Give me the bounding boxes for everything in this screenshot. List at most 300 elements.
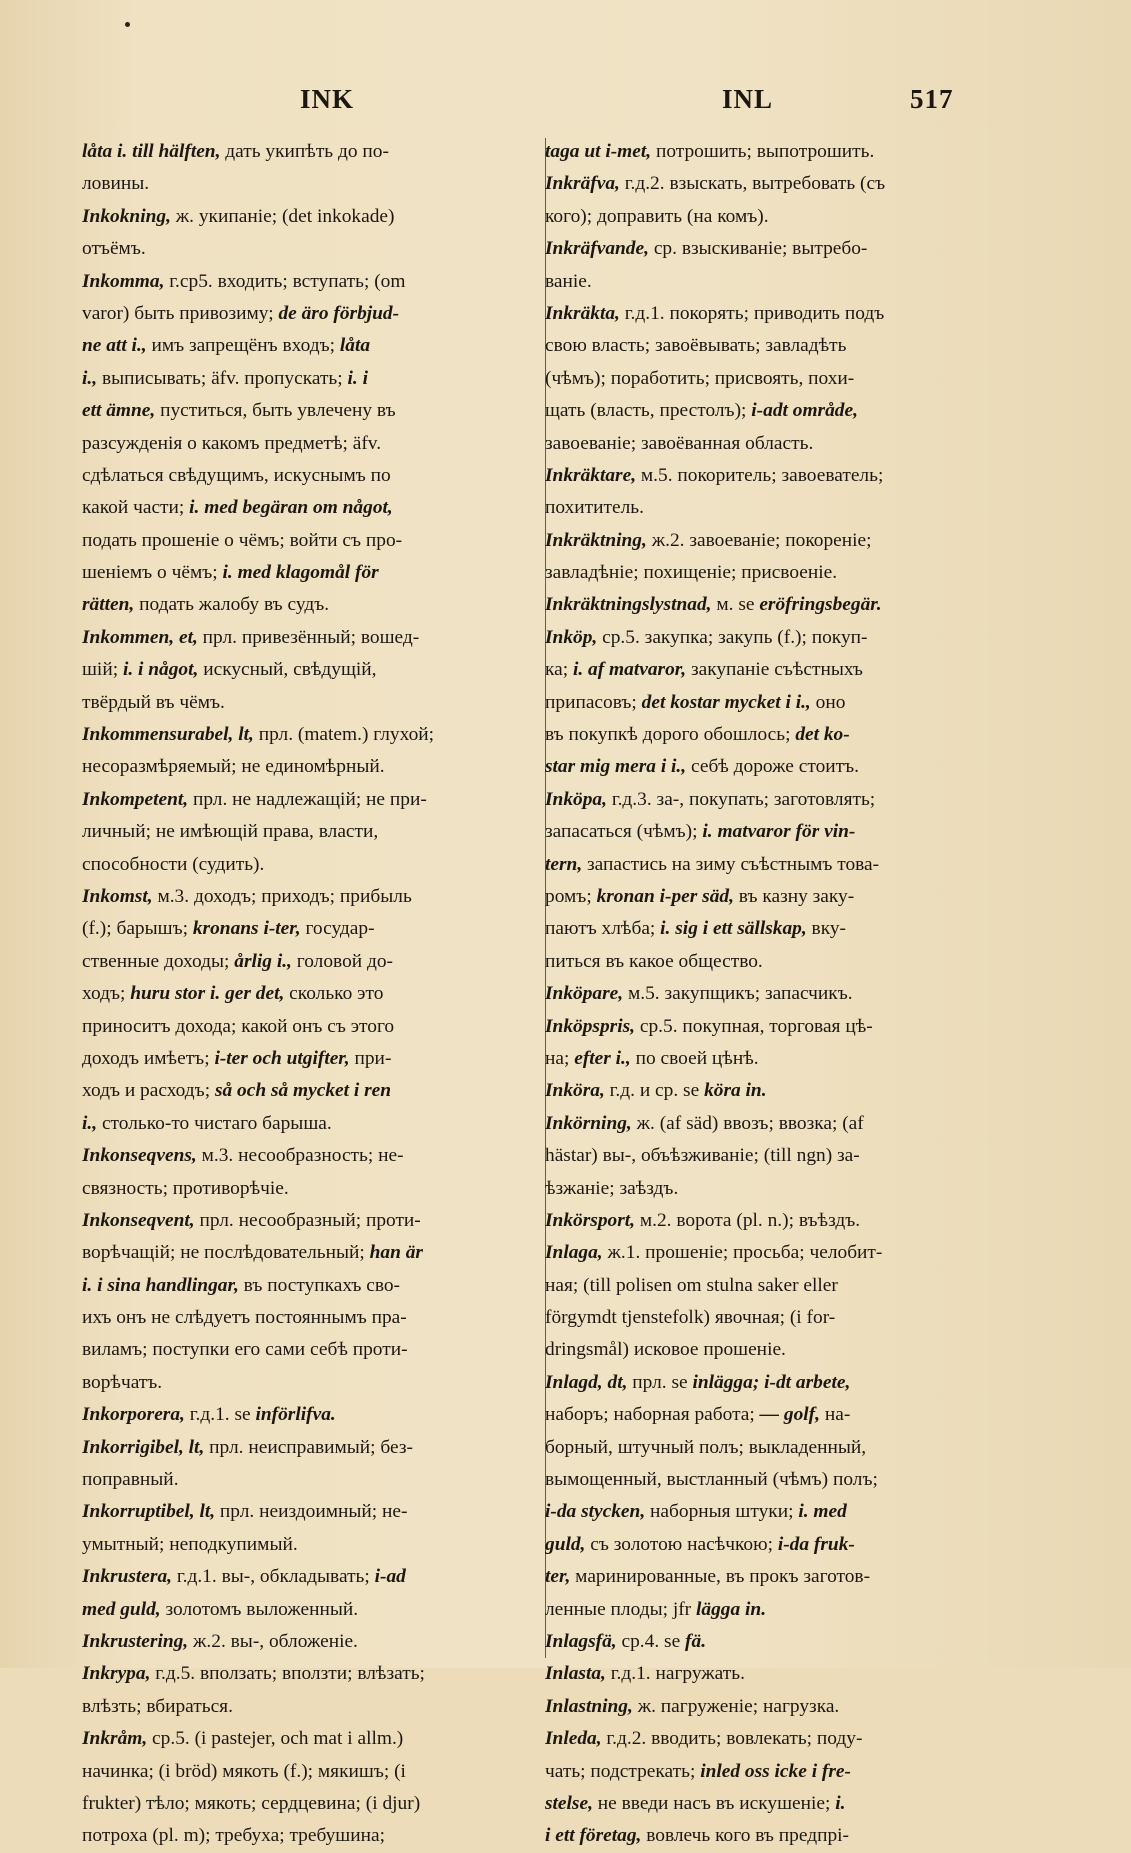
entry-line [545, 1140, 987, 1172]
entry-line [545, 719, 987, 751]
definition-text: влѣзть; вбираться. [82, 1695, 233, 1717]
definition-text: щать (власть, престолъ); [545, 400, 752, 422]
definition-text: прл. не надлежащій; не при- [188, 788, 427, 810]
entry-line [545, 1658, 987, 1690]
definition-text: вку- [806, 918, 847, 940]
definition-text: запасаться (чѣмъ); [545, 821, 703, 843]
entry-line [82, 816, 516, 848]
entry-line [545, 1788, 987, 1820]
definition-text: себѣ дороже стоитъ. [686, 756, 859, 778]
definition-text: подать прошеніе о чёмъ; войти съ про- [82, 529, 403, 551]
definition-text: выписывать; äfv. пропускать; [97, 367, 348, 389]
definition-text: кого); доправить (на комъ). [545, 205, 769, 227]
entry-line [82, 1075, 516, 1107]
definition-text: hästar) вы-, объѣзживаніе; (till ngn) за- [545, 1145, 860, 1167]
example-phrase: han är [369, 1242, 423, 1264]
example-phrase: inled oss icke i fre- [700, 1760, 851, 1782]
entry-line [82, 460, 516, 492]
entry-line [82, 881, 516, 913]
entry-line [545, 1302, 987, 1334]
definition-text: завладѣніе; похищеніе; присвоеніе. [545, 562, 838, 584]
entry-line [82, 395, 516, 427]
entry-line [82, 1529, 516, 1561]
definition-text: м.3. несообразность; не- [196, 1145, 404, 1167]
headword: Inkräktningslystnad, [545, 594, 712, 616]
entry-line [82, 1334, 516, 1366]
definition-text: ж.2. завоеваніе; покореніе; [646, 529, 872, 551]
example-phrase: i. med begäran om något, [189, 497, 393, 519]
headword: Inkonseqvent, [82, 1209, 195, 1231]
entry-line [545, 589, 987, 621]
definition-text: какой части; [82, 497, 190, 519]
headword: Inköp, [545, 626, 598, 648]
headword: Inkomst, [82, 885, 153, 907]
definition-text: несоразмѣряемый; не единомѣрный. [82, 756, 385, 778]
entry-line [82, 913, 516, 945]
definition-text: г.д. и ср. se [604, 1080, 705, 1102]
entry-line [545, 1691, 987, 1723]
entry-line [545, 460, 987, 492]
entry-line [82, 1496, 516, 1528]
definition-text: г.ср5. входить; вступать; (om [164, 270, 406, 292]
definition-text: дать укипѣть до по- [220, 141, 389, 162]
definition-text: ственные доходы; [82, 950, 235, 972]
definition-text: не введи насъ въ искушеніе; [592, 1792, 836, 1814]
entry-line [82, 136, 516, 168]
headword: Inlaga, [545, 1242, 603, 1264]
entry-line [82, 363, 516, 395]
definition-text: доходъ имѣетъ; [82, 1047, 215, 1069]
headword: Inkråm, [82, 1728, 148, 1750]
definition-text: ворѣчащій; не послѣдовательный; [82, 1242, 370, 1264]
entry-line [82, 1367, 516, 1399]
definition-text: завоеваніе; завоёванная область. [545, 432, 814, 454]
entry-line [82, 1658, 516, 1690]
definition-text: ихъ онъ не слѣдуетъ постояннымъ пра- [82, 1307, 407, 1329]
example-phrase: i-adt område, [751, 400, 858, 422]
entry-line [82, 1140, 516, 1172]
entry-line [545, 1561, 987, 1593]
entry-line [545, 1173, 987, 1205]
headword: Inkomma, [82, 270, 165, 292]
headword: Inkommensurabel, lt, [82, 724, 254, 746]
entry-line [82, 492, 516, 524]
example-phrase: i-ter och utgifter, [214, 1047, 350, 1069]
entry-line [82, 1043, 516, 1075]
entry-line [545, 946, 987, 978]
headword: Inkorruptibel, lt, [82, 1501, 216, 1523]
definition-text: varor) быть привозиму; [82, 302, 279, 324]
entry-line [82, 751, 516, 783]
example-phrase: låta [339, 335, 371, 357]
example-phrase: det ko- [795, 724, 850, 746]
definition-text: прл. несообразный; проти- [194, 1209, 421, 1231]
example-phrase: fä. [685, 1630, 707, 1652]
example-phrase: med guld, [82, 1598, 161, 1620]
definition-text: вымощенный, выстланный (чѣмъ) полъ; [545, 1469, 878, 1491]
example-phrase: i-ad [374, 1566, 406, 1588]
right-column [545, 136, 987, 1853]
definition-text: потрошить; выпотрошить. [651, 141, 875, 162]
entry-line [82, 589, 516, 621]
example-phrase: i. af matvaror, [572, 659, 687, 681]
entry-line [82, 1723, 516, 1755]
entry-line [545, 395, 987, 427]
headword: Inkräktning, [545, 529, 647, 551]
example-phrase: huru stor i. ger det, [130, 983, 285, 1005]
entry-line [545, 881, 987, 913]
entry-line [545, 1270, 987, 1302]
definition-text: ср.5. (i pastejer, och mat i allm.) [147, 1728, 404, 1750]
entry-line [82, 1237, 516, 1269]
definition-text: ромъ; [545, 885, 597, 907]
example-phrase: i. sig i ett sällskap, [660, 918, 807, 940]
entry-line [545, 330, 987, 362]
ink-speck [125, 22, 130, 27]
left-column [82, 136, 516, 1853]
definition-text: приноситъ дохода; какой онъ съ этого [82, 1015, 395, 1037]
definition-text: головой до- [291, 950, 394, 972]
definition-text: шій; [82, 659, 123, 681]
headword: Inkräktare, [545, 464, 637, 486]
definition-text: г.д.1. нагружать. [605, 1663, 745, 1685]
entry-line [545, 654, 987, 686]
entry-line [82, 1561, 516, 1593]
headword: Inkrustera, [82, 1566, 172, 1588]
headword: Inkörsport, [545, 1209, 635, 1231]
definition-text: разсужденія о какомъ предметѣ; äfv. [82, 432, 382, 454]
headword: Inköpare, [545, 983, 624, 1005]
definition-text: ѣзжаніе; заѣздъ. [545, 1177, 679, 1199]
headword: Inkräfvande, [545, 238, 649, 260]
definition-text: ходъ; [82, 983, 131, 1005]
definition-text: прл. (matem.) глухой; [253, 724, 435, 746]
definition-text: наборныя штуки; [645, 1501, 799, 1523]
headword: Inkräfva, [545, 173, 620, 195]
entry-line [545, 1367, 987, 1399]
example-phrase: guld, [545, 1533, 586, 1555]
example-phrase: i ett företag, [545, 1825, 642, 1847]
headword: Inlasta, [545, 1663, 606, 1685]
definition-text: столько-то чистаго барыша. [97, 1112, 332, 1134]
example-phrase: rätten, [82, 594, 135, 616]
definition-text: на; [545, 1047, 575, 1069]
entry-line [545, 1043, 987, 1075]
definition-text: подать жалобу въ судъ. [134, 594, 330, 616]
example-phrase: de äro förbjud- [278, 302, 400, 324]
entry-line [82, 687, 516, 719]
example-phrase: i-da fruk- [777, 1533, 855, 1555]
entry-line [82, 1691, 516, 1723]
running-head-left: INK [300, 84, 355, 114]
example-phrase: i. i något, [122, 659, 199, 681]
headword: Inlagsfä, [545, 1630, 617, 1652]
headword: Inköpa, [545, 788, 607, 810]
entry-line [545, 1723, 987, 1755]
entry-line [82, 1464, 516, 1496]
definition-text: борный, штучный полъ; выкладенный, [545, 1436, 867, 1458]
definition-text: съ золотою насѣчкою; [585, 1533, 778, 1555]
entry-line [82, 428, 516, 460]
entry-line [545, 168, 987, 200]
entry-line [545, 1399, 987, 1431]
definition-text: dringsmål) исковое прошеніе. [545, 1339, 786, 1361]
definition-text: ж. укипаніе; (det inkokade) [170, 205, 395, 227]
entry-line [82, 1788, 516, 1820]
definition-text: запастись на зиму съѣстнымъ това- [582, 853, 880, 875]
entry-line [82, 1432, 516, 1464]
definition-text: оно [810, 691, 846, 713]
entry-line [545, 266, 987, 298]
definition-text: ср. взыскиваніе; вытребо- [648, 238, 868, 260]
example-phrase: kronan i-per säd, [596, 885, 734, 907]
entry-line [82, 298, 516, 330]
definition-text: ж.1. прошеніе; просьба; челобит- [602, 1242, 883, 1264]
definition-text: м.5. закупщикъ; запасчикъ. [623, 983, 853, 1005]
example-phrase: ett ämne, [82, 400, 156, 422]
definition-text: ловины. [82, 173, 150, 195]
entry-line [545, 1529, 987, 1561]
definition-text: по своей цѣнѣ. [630, 1047, 759, 1069]
example-phrase: inlägga; i-dt arbete, [692, 1371, 851, 1393]
entry-line [82, 1270, 516, 1302]
headword: Inkrypa, [82, 1663, 151, 1685]
headword: Inkräkta, [545, 302, 620, 324]
definition-text: шеніемъ о чёмъ; [82, 562, 223, 584]
definition-text: ходъ и расходъ; [82, 1080, 215, 1102]
definition-text: прл. неисправимый; без- [204, 1436, 413, 1458]
definition-text: вовлечь кого въ предпрі- [641, 1825, 850, 1847]
headword: Inköpspris, [545, 1015, 635, 1037]
entry-line [82, 557, 516, 589]
entry-line [82, 719, 516, 751]
definition-text: прл. неиздоимный; не- [215, 1501, 408, 1523]
definition-text: виламъ; поступки его сами себѣ проти- [82, 1339, 408, 1361]
entry-line [82, 1594, 516, 1626]
definition-text: въ поступкахъ сво- [238, 1274, 401, 1296]
example-phrase: köra in. [704, 1080, 767, 1102]
definition-text: м.2. ворота (pl. n.); въѣздъ. [635, 1209, 861, 1231]
definition-text: ср.5. покупная, торговая цѣ- [635, 1015, 873, 1037]
definition-text: способности (судить). [82, 853, 265, 875]
definition-text: наборъ; наборная работа; [545, 1404, 760, 1426]
definition-text: припасовъ; [545, 691, 642, 713]
entry-line [82, 946, 516, 978]
definition-text: потроха (pl. m); требуха; требушина; [82, 1825, 385, 1847]
entry-line [545, 913, 987, 945]
example-phrase: i. [835, 1792, 846, 1814]
definition-text: ж. пагруженіе; нагрузка. [632, 1695, 840, 1717]
definition-text: сколько это [284, 983, 384, 1005]
example-phrase: i., [82, 1112, 98, 1134]
entry-line [82, 525, 516, 557]
example-phrase: taga ut i-met, [545, 141, 652, 162]
definition-text: пуститься, быть увлечену въ [155, 400, 396, 422]
entry-line [82, 266, 516, 298]
entry-line [545, 1237, 987, 1269]
definition-text: сдѣлаться свѣдущимъ, искуснымъ по [82, 464, 391, 486]
entry-line [545, 622, 987, 654]
example-phrase: stelse, [545, 1792, 593, 1814]
example-phrase: i-da stycken, [545, 1501, 646, 1523]
headword: Inkokning, [82, 205, 171, 227]
definition-text: г.д.2. взыскать, вытребовать (съ [619, 173, 886, 195]
definition-text: при- [349, 1047, 392, 1069]
headword: Inkörning, [545, 1112, 632, 1134]
entry-line [545, 1496, 987, 1528]
definition-text: связность; противорѣчіе. [82, 1177, 289, 1199]
entry-line [545, 1432, 987, 1464]
entry-line [82, 1108, 516, 1140]
entry-line [82, 201, 516, 233]
entry-line [545, 1756, 987, 1788]
entry-line [545, 428, 987, 460]
entry-line [82, 168, 516, 200]
definition-text: г.д.3. за-, покупать; заготовлять; [606, 788, 876, 810]
entry-line [545, 1594, 987, 1626]
entry-line [82, 978, 516, 1010]
entry-line [82, 1011, 516, 1043]
definition-text: государ- [300, 918, 375, 940]
headword: Inkommen, et, [82, 626, 198, 648]
headword: Inkorrigibel, lt, [82, 1436, 205, 1458]
definition-text: ная; (till polisen om stulna saker eller [545, 1274, 838, 1296]
running-head-right: INL [722, 84, 774, 114]
entry-line [82, 1399, 516, 1431]
entry-line [545, 1820, 987, 1852]
example-phrase: det kostar mycket i i., [641, 691, 811, 713]
example-phrase: tern, [545, 853, 583, 875]
definition-text: ж.2. вы-, обложеніе. [188, 1630, 358, 1652]
example-phrase: ne att i., [82, 335, 147, 357]
entry-line [545, 784, 987, 816]
page-number: 517 [910, 84, 954, 114]
definition-text: г.д.2. вводить; вовлекать; поду- [601, 1728, 863, 1750]
definition-text: отъёмъ. [82, 238, 146, 260]
definition-text: чать; подстрекать; [545, 1760, 701, 1782]
definition-text: ворѣчатъ. [82, 1371, 163, 1393]
definition-text: паютъ хлѣба; [545, 918, 661, 940]
definition-text: г.д.1. вы-, обкладывать; [172, 1566, 375, 1588]
entry-line [545, 233, 987, 265]
entry-line [545, 687, 987, 719]
entry-line [545, 525, 987, 557]
example-phrase: — golf, [759, 1404, 820, 1426]
entry-line [545, 1108, 987, 1140]
example-phrase: eröfringsbegär. [759, 594, 882, 616]
definition-text: м. se [711, 594, 760, 616]
definition-text: прл. se [627, 1371, 693, 1393]
entry-line [82, 1626, 516, 1658]
entry-line [545, 557, 987, 589]
entry-line [545, 298, 987, 330]
entry-line [82, 1302, 516, 1334]
definition-text: питься въ какое общество. [545, 950, 763, 972]
example-phrase: i., [82, 367, 98, 389]
definition-text: закупаніе съѣстныхъ [686, 659, 863, 681]
entry-line [545, 492, 987, 524]
entry-line [545, 1075, 987, 1107]
example-phrase: årlig i., [234, 950, 292, 972]
headword: Inköra, [545, 1080, 605, 1102]
entry-line [82, 330, 516, 362]
entry-line [82, 784, 516, 816]
definition-text: г.д.1. se [184, 1404, 256, 1426]
entry-line [82, 622, 516, 654]
example-phrase: lägga in. [696, 1598, 767, 1620]
definition-text: прл. привезённый; вошед- [197, 626, 420, 648]
entry-line [82, 1205, 516, 1237]
entry-line [545, 136, 987, 168]
entry-line [545, 1011, 987, 1043]
definition-text: имъ запрещёнъ входъ; [146, 335, 340, 357]
example-phrase: införlifva. [255, 1404, 336, 1426]
entry-line [545, 1334, 987, 1366]
definition-text: личный; не имѣющій права, власти, [82, 821, 379, 843]
definition-text: золотомъ выложенный. [160, 1598, 359, 1620]
example-phrase: i. med klagomål för [222, 562, 379, 584]
example-phrase: efter i., [574, 1047, 631, 1069]
definition-text: ка; [545, 659, 573, 681]
entry-line [82, 654, 516, 686]
headword: Inkorporera, [82, 1404, 185, 1426]
example-phrase: låta i. till hälften, [82, 141, 221, 162]
example-phrase: ter, [545, 1566, 571, 1588]
definition-text: (f.); барышъ; [82, 918, 193, 940]
definition-text: свою власть; завоёвывать; завладѣть [545, 335, 847, 357]
headword: Inkompetent, [82, 788, 189, 810]
definition-text: поправный. [82, 1469, 179, 1491]
entry-line [545, 816, 987, 848]
entry-line [545, 201, 987, 233]
definition-text: förgymdt tjenstefolk) явочная; (i for- [545, 1307, 836, 1329]
entry-line [82, 1173, 516, 1205]
entry-line [82, 849, 516, 881]
definition-text: г.д.1. покорять; приводить подъ [619, 302, 885, 324]
headword: Inlastning, [545, 1695, 633, 1717]
definition-text: ср.4. se [616, 1630, 686, 1652]
entry-line [545, 1626, 987, 1658]
example-phrase: så och så mycket i ren [214, 1080, 392, 1102]
definition-text: ленные плоды; jfr [545, 1598, 696, 1620]
definition-text: (чѣмъ); поработить; присвоять, похи- [545, 367, 855, 389]
definition-text: ср.5. закупка; закупь (f.); покуп- [597, 626, 868, 648]
definition-text: ваніе. [545, 270, 592, 292]
definition-text: начинка; (i bröd) мякоть (f.); мякишъ; (i [82, 1760, 406, 1782]
headword: Inkrustering, [82, 1630, 189, 1652]
entry-line [545, 849, 987, 881]
definition-text: твёрдый въ чёмъ. [82, 691, 225, 713]
definition-text: frukter) тѣло; мякоть; сердцевина; (i djur) [82, 1792, 421, 1814]
entry-line [545, 1205, 987, 1237]
definition-text: ж. (af säd) ввозъ; ввозка; (af [631, 1112, 864, 1134]
definition-text: м.5. покоритель; завоеватель; [636, 464, 884, 486]
definition-text: г.д.5. вползать; вползти; влѣзать; [150, 1663, 425, 1685]
definition-text: маринированные, въ прокъ заготов- [570, 1566, 871, 1588]
example-phrase: i. matvaror för vin- [702, 821, 856, 843]
example-phrase: i. med [798, 1501, 847, 1523]
entry-line [545, 978, 987, 1010]
headword: Inkonseqvens, [82, 1145, 197, 1167]
definition-text: похититель. [545, 497, 644, 519]
definition-text: искусный, свѣдущій, [198, 659, 377, 681]
entry-line [545, 1464, 987, 1496]
entry-line [82, 233, 516, 265]
example-phrase: star mig mera i i., [545, 756, 687, 778]
definition-text: въ казну заку- [733, 885, 855, 907]
headword: Inlagd, dt, [545, 1371, 628, 1393]
entry-line [82, 1820, 516, 1852]
